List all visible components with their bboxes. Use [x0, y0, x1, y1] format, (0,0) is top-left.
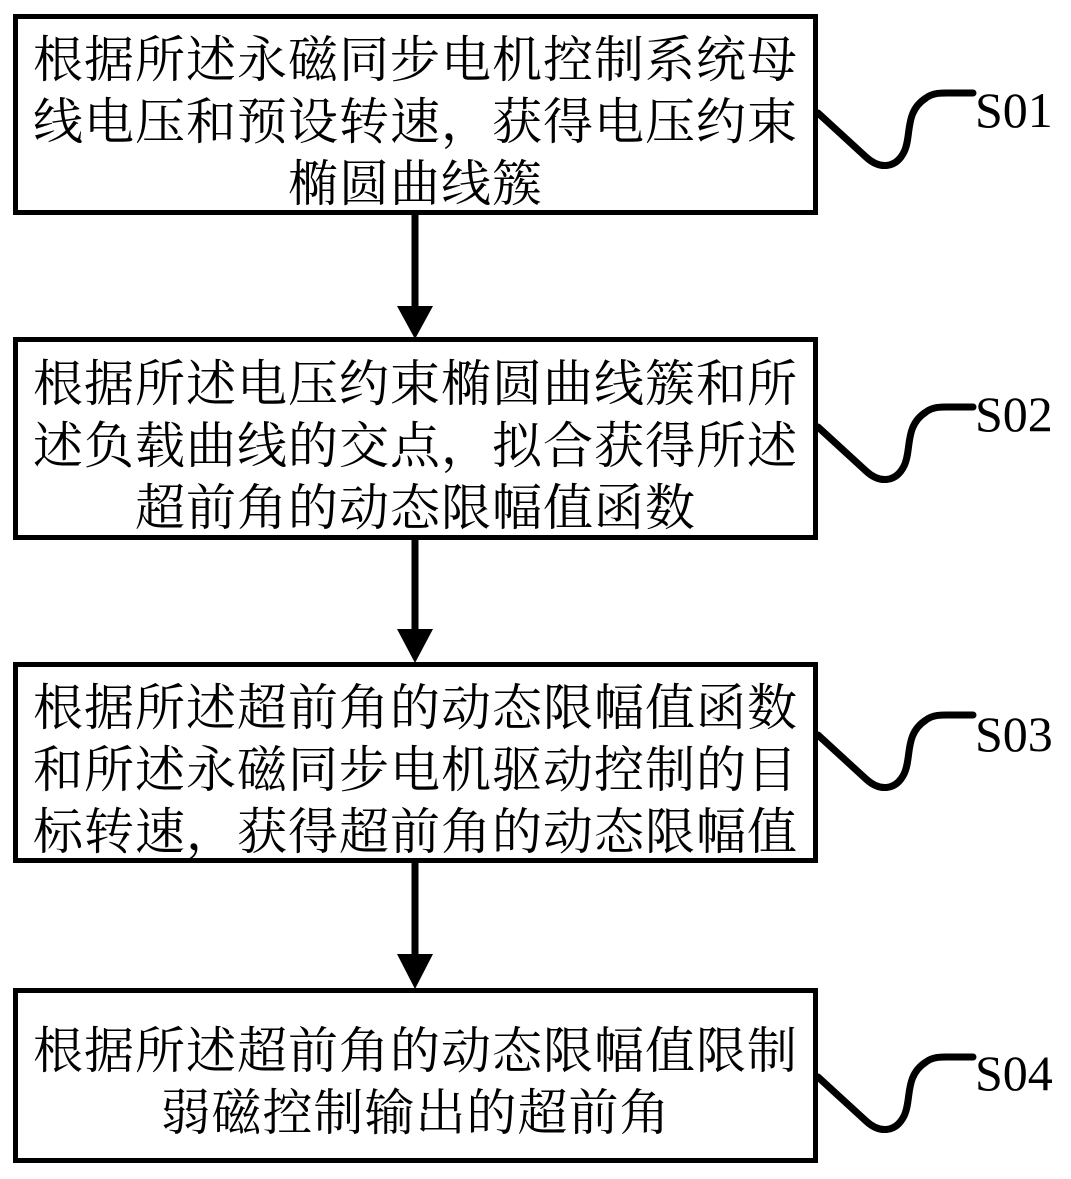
- step-text-line: 标转速，获得超前角的动态限幅值: [33, 804, 798, 860]
- step-connector-s04: [818, 1057, 973, 1130]
- step-connector-s02: [818, 407, 973, 480]
- step-text-line: 根据所述超前角的动态限幅值限制: [33, 1023, 798, 1079]
- step-box-s01: [13, 14, 818, 215]
- step-label-s04: S04: [975, 1045, 1053, 1101]
- step-box-s04: [13, 988, 818, 1163]
- step-text-line: 线电压和预设转速，获得电压约束: [33, 94, 798, 150]
- step-connector-s01: [818, 93, 973, 166]
- flow-arrow-2: [397, 540, 433, 663]
- step-label-s01: S01: [975, 82, 1053, 138]
- step-text-line: 述负载曲线的交点，拟合获得所述: [33, 418, 798, 474]
- step-label-s03: S03: [975, 706, 1053, 762]
- flow-arrow-3: [397, 863, 433, 989]
- step-text-line: 和所述永磁同步电机驱动控制的目: [33, 742, 798, 798]
- step-label-s02: S02: [975, 386, 1053, 442]
- step-text-line: 根据所述超前角的动态限幅值函数: [33, 680, 798, 736]
- step-box-s03: [13, 662, 818, 863]
- step-text-line: 弱磁控制输出的超前角: [160, 1085, 671, 1141]
- step-text-line: 超前角的动态限幅值函数: [135, 480, 696, 536]
- step-box-s02: [13, 337, 818, 540]
- step-text-line: 椭圆曲线簇: [288, 156, 543, 212]
- step-text-line: 根据所述永磁同步电机控制系统母: [33, 32, 798, 88]
- step-connector-s03: [818, 715, 973, 788]
- step-text-line: 根据所述电压约束椭圆曲线簇和所: [33, 356, 798, 412]
- flow-arrow-1: [397, 215, 433, 339]
